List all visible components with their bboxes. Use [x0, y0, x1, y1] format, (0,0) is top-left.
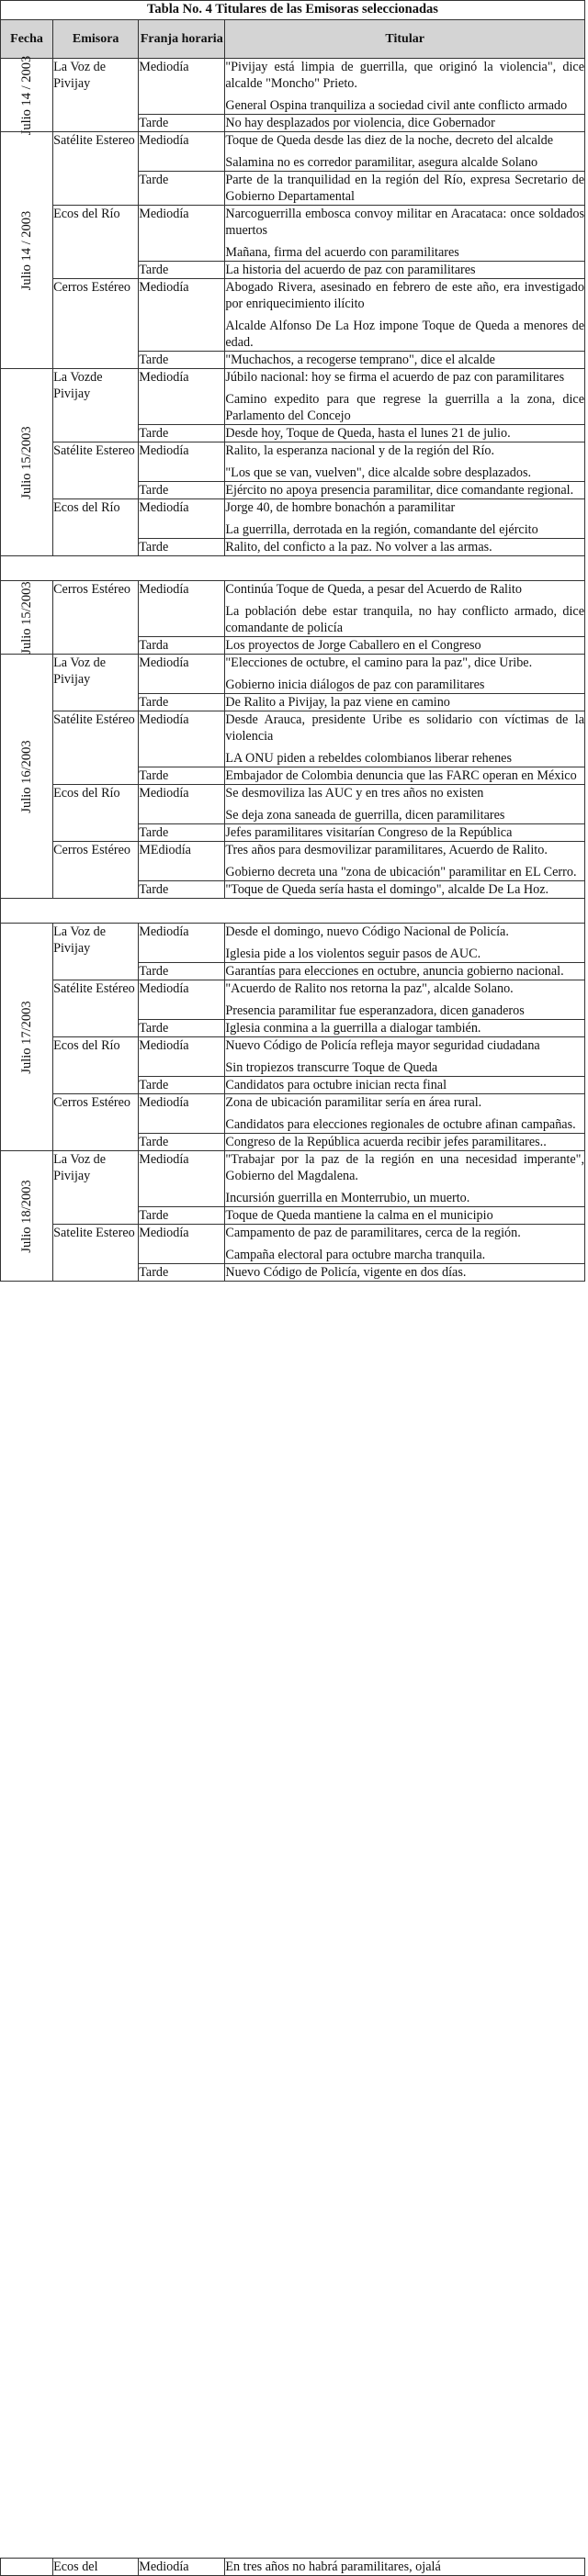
- headline: "Toque de Queda sería hasta el domingo", alcalde De La Hoz.: [225, 882, 549, 897]
- station-name: Satélite Estereo: [53, 442, 139, 499]
- date-label: Julio 16/2003: [19, 739, 35, 813]
- station-name: Cerros Estéreo: [53, 1094, 139, 1151]
- headlines-cell: [225, 1037, 585, 1077]
- headlines-cell: [225, 694, 585, 711]
- headline: Narcoguerrilla embosca convoy militar en Aracataca: once soldados muertos: [225, 207, 584, 238]
- time-slot: Mediodía: [139, 980, 225, 1020]
- station-name: La Voz de Pivijay: [53, 924, 139, 980]
- headline: Congreso de la República acuerda recibir jefes paramilitares..: [225, 1135, 547, 1149]
- headline: Los proyectos de Jorge Caballero en el Congreso: [225, 638, 481, 653]
- date-cell: [1, 655, 53, 899]
- time-slot: Tarde: [139, 1134, 225, 1151]
- headline: La población debe estar tranquila, no hay conflicto armado, dice comandante de policía: [225, 604, 584, 635]
- time-slot: Mediodía: [139, 132, 225, 172]
- date-cell: [1, 369, 53, 556]
- headline: Se desmoviliza las AUC y en tres años no existen: [225, 786, 484, 801]
- headlines-cell: [225, 980, 585, 1020]
- headlines-cell: [225, 785, 585, 824]
- time-slot: Mediodía: [139, 499, 225, 539]
- date-label: Julio 14 / 2003: [19, 55, 35, 135]
- headline: De Ralito a Pivijay, la paz viene en camino: [225, 695, 450, 710]
- cut-franja: Mediodía: [139, 2559, 225, 2576]
- time-slot: Tarde: [139, 172, 225, 206]
- date-label: Julio 15/2003: [19, 580, 35, 655]
- headline: Salamina no es corredor paramilitar, asegura alcalde Solano: [225, 155, 538, 170]
- headlines-cell: [225, 1020, 585, 1037]
- table-row: [1, 655, 585, 694]
- date-label: Julio 18/2003: [19, 1179, 35, 1253]
- headline: Júbilo nacional: hoy se firma el acuerdo de paz con paramilitares: [225, 370, 565, 385]
- headline: "Pivijay está limpia de guerrilla, que originó la violencia", dice alcalde "Moncho" Prieto.: [225, 60, 584, 91]
- header-fecha: Fecha: [1, 20, 53, 59]
- date-cell: [1, 55, 53, 135]
- headlines-cell: [225, 824, 585, 842]
- table-row: [1, 132, 585, 172]
- headline: Ralito, del confict​o a la paz. No volver a las armas.: [225, 540, 492, 554]
- headline: Parte de la tranquilidad en la región del Río, expresa Secretario de Gobierno Departamental: [225, 173, 584, 204]
- station-name: La Voz de Pivijay: [53, 655, 139, 711]
- date-label: Julio 17/2003: [19, 1000, 35, 1074]
- headline: Iglesia conmina a la guerrilla a dialogar también.: [225, 1021, 481, 1036]
- headlines-cell: [225, 581, 585, 637]
- time-slot: Mediodía: [139, 924, 225, 963]
- time-slot: Tarde: [139, 425, 225, 442]
- headline: Candidatos para octubre inician recta final: [225, 1078, 447, 1092]
- time-slot: Tarde: [139, 1020, 225, 1037]
- headline: Gobierno inicia diálogos de paz con paramilitares: [225, 678, 485, 692]
- time-slot: Tarde: [139, 482, 225, 499]
- time-slot: Mediodía: [139, 1151, 225, 1207]
- headline: Ralito, la esperanza nacional y de la región del Río.: [225, 443, 495, 458]
- headline: Candidatos para elecciones regionales de octubre afinan campañas.: [225, 1117, 576, 1132]
- station-name: La Voz de Pivijay: [53, 59, 139, 132]
- station-name: Satélite Estéreo: [53, 711, 139, 785]
- headline: Jefes paramilitares visitarían Congreso de la República: [225, 825, 513, 840]
- time-slot: Tarde: [139, 1207, 225, 1225]
- headline: Embajador de Colombia denuncia que las FARC operan en México: [225, 768, 577, 783]
- table-row: [1, 369, 585, 425]
- headlines-cell: [225, 132, 585, 172]
- station-name: Satelite Estereo: [53, 1225, 139, 1282]
- headline: Toque de Queda mantiene la calma en el municipio: [225, 1208, 493, 1223]
- time-slot: Tarde: [139, 963, 225, 980]
- time-slot: Tarde: [139, 539, 225, 556]
- table-row: [1, 442, 585, 482]
- header-titular: Titular: [225, 20, 585, 59]
- headlines-cell: [225, 655, 585, 694]
- table-row: [1, 581, 585, 637]
- cut-row-table: [0, 2558, 585, 2576]
- headline: Garantías para elecciones en octubre, anuncia gobierno nacional.: [225, 964, 564, 979]
- headlines-cell: [225, 352, 585, 369]
- headline: Campamento de paz de paramilitares, cerca de la región.: [225, 1226, 521, 1240]
- headline: "Muchachos, a recogerse temprano", dice el alcalde: [225, 353, 495, 367]
- time-slot: Mediodía: [139, 785, 225, 824]
- time-slot: Tarde: [139, 352, 225, 369]
- headline: Toque de Queda desde las diez de la noche, decreto del alcalde: [225, 133, 554, 148]
- table-title: Tabla No. 4 Titulares de las Emisoras seleccionadas: [1, 1, 585, 20]
- headlines-cell: [225, 206, 585, 262]
- time-slot: Mediodía: [139, 655, 225, 694]
- headline: Iglesia pide a los violentos seguir pasos de AUC.: [225, 946, 481, 961]
- headline: Sin tropiezos transcurre Toque de Queda: [225, 1060, 438, 1075]
- headline: Gobierno decreta una "zona de ubicación" paramilitar en EL Cerro.: [225, 865, 577, 879]
- headlines-cell: [225, 1207, 585, 1225]
- headlines-cell: [225, 767, 585, 785]
- table-row: [1, 980, 585, 1020]
- time-slot: Mediodía: [139, 1225, 225, 1264]
- headlines-cell: [225, 425, 585, 442]
- station-name: La Voz de Pivijay: [53, 1151, 139, 1225]
- table-row: [1, 499, 585, 539]
- headlines-cell: [225, 279, 585, 352]
- time-slot: Tarde: [139, 1264, 225, 1282]
- time-slot: MEdiodía: [139, 842, 225, 881]
- headlines-cell: [225, 1151, 585, 1207]
- table-body: [1, 55, 585, 1282]
- date-cell: [1, 581, 53, 655]
- time-slot: Tarde: [139, 881, 225, 899]
- headline: No hay desplazados por violencia, dice Gobernador: [225, 116, 495, 130]
- headline: "Acuerdo de Ralito nos retorna la paz", alcalde Solano.: [225, 981, 514, 996]
- headlines-cell: [225, 442, 585, 482]
- headline: Abogado Rivera, asesinado en febrero de este año, era investigado por enriquecimiento ilícito: [225, 280, 584, 311]
- headlines-cell: [225, 262, 585, 279]
- page-gap: [1, 899, 585, 924]
- headline: Desde el domingo, nuevo Código Nacional de Policía.: [225, 924, 509, 939]
- headlines-cell: [225, 842, 585, 881]
- table-row: [1, 1151, 585, 1207]
- table-row: [1, 279, 585, 352]
- table-row: [1, 1094, 585, 1134]
- time-slot: Tarda: [139, 637, 225, 655]
- headline: Tres años para desmovilizar paramilitares, Acuerdo de Ralito.: [225, 843, 548, 857]
- headline: "Los que se van, vuelven", dice alcalde sobre desplazados.: [225, 465, 532, 480]
- station-name: Satélite Estéreo: [53, 980, 139, 1037]
- headlines-cell: [225, 499, 585, 539]
- cut-emisora: Ecos del: [53, 2559, 139, 2576]
- headline: Campaña electoral para octubre marcha tranquila.: [225, 1248, 486, 1262]
- date-cell: [1, 132, 53, 369]
- station-name: Cerros Estéreo: [53, 842, 139, 899]
- cut-titular: En tres años no habrá paramilitares, ojalá: [225, 2559, 585, 2576]
- headline: Jorge 40, de hombre bonachón a paramilitar: [225, 500, 456, 515]
- headlines-cell: [225, 1225, 585, 1264]
- header-emisora: Emisora: [53, 20, 139, 59]
- headlines-table: [0, 0, 585, 1282]
- station-name: La Vozde Pivijay: [53, 369, 139, 442]
- time-slot: Mediodía: [139, 581, 225, 637]
- station-name: Ecos del Río: [53, 1037, 139, 1094]
- station-name: Ecos del Río: [53, 206, 139, 279]
- headlines-cell: [225, 637, 585, 655]
- headline: Ejército no apoya presencia paramilitar, dice comandante regional.: [225, 483, 574, 498]
- time-slot: Mediodía: [139, 1094, 225, 1134]
- header-franja: Franja horaria: [139, 20, 225, 59]
- time-slot: Tarde: [139, 262, 225, 279]
- headline: Camino expedito para que regrese la guerrilla a la zona, dice Parlamento del Concejo: [225, 392, 584, 423]
- table-row: [1, 711, 585, 767]
- headline: Presencia paramilitar fue esperanzadora, dicen ganaderos: [225, 1003, 525, 1018]
- headline: Desde hoy, Toque de Queda, hasta el lunes 21 de julio.: [225, 426, 511, 441]
- time-slot: Mediodía: [139, 1037, 225, 1077]
- time-slot: Mediodía: [139, 369, 225, 425]
- headlines-cell: [225, 1134, 585, 1151]
- cut-fecha: [1, 2559, 53, 2576]
- headline: "Trabajar por la paz de la región en una necesidad imperante", Gobierno del Magdalena.: [225, 1152, 584, 1183]
- time-slot: Tarde: [139, 694, 225, 711]
- headlines-cell: [225, 963, 585, 980]
- date-cell: [1, 924, 53, 1151]
- headlines-cell: [225, 1264, 585, 1282]
- headlines-cell: [225, 924, 585, 963]
- station-name: Cerros Estéreo: [53, 279, 139, 369]
- date-label: Julio 15/2003: [19, 425, 35, 499]
- page-gap: [1, 556, 585, 581]
- time-slot: Tarde: [139, 767, 225, 785]
- time-slot: Mediodía: [139, 711, 225, 767]
- headline: La historia del acuerdo de paz con paramilitares: [225, 263, 476, 277]
- headline: Desde Arauca, presidente Uribe es solidario con víctimas de la violencia: [225, 712, 584, 744]
- date-cell: [1, 1151, 53, 1282]
- time-slot: Mediodía: [139, 279, 225, 352]
- headline: Zona de ubicación paramilitar sería en área rural.: [225, 1095, 482, 1110]
- headlines-cell: [225, 881, 585, 899]
- headlines-cell: [225, 1094, 585, 1134]
- headlines-cell: [225, 1077, 585, 1094]
- headline: Nuevo Código de Policía refleja mayor seguridad ciudadana: [225, 1038, 540, 1053]
- date-label: Julio 14 / 2003: [19, 210, 35, 290]
- headlines-cell: [225, 172, 585, 206]
- headline: Se deja zona saneada de guerrilla, dicen paramilitares: [225, 808, 505, 823]
- headline: La guerrilla, derrotada en la región, comandante del ejército: [225, 522, 538, 537]
- table-row: [1, 924, 585, 963]
- headline: Mañana, firma del acuerdo con paramilitares: [225, 245, 459, 260]
- headlines-cell: [225, 59, 585, 115]
- headlines-cell: [225, 115, 585, 132]
- table-row: [1, 1225, 585, 1264]
- time-slot: Tarde: [139, 1077, 225, 1094]
- table-row: [1, 1037, 585, 1077]
- time-slot: Tarde: [139, 115, 225, 132]
- time-slot: Mediodía: [139, 59, 225, 115]
- station-name: Satélite Estereo: [53, 132, 139, 206]
- table-row: [1, 785, 585, 824]
- headlines-cell: [225, 369, 585, 425]
- headline: General Ospina tranquiliza a sociedad civil ante conflicto armado: [225, 98, 568, 113]
- station-name: Cerros Estéreo: [53, 581, 139, 655]
- headline: LA ONU piden a rebeldes colombianos liberar rehenes: [225, 751, 512, 766]
- time-slot: Mediodía: [139, 206, 225, 262]
- headline: "Elecciones de octubre, el camino para la paz", dice Uribe.: [225, 655, 533, 670]
- time-slot: Tarde: [139, 824, 225, 842]
- table-row: [1, 59, 585, 115]
- headline: Nuevo Código de Policía, vigente en dos días.: [225, 1265, 467, 1280]
- headline: Incursión guerrilla en Monterrubio, un muerto.: [225, 1191, 470, 1205]
- station-name: Ecos del Río: [53, 785, 139, 842]
- headline: Continúa Toque de Queda, a pesar del Acuerdo de Ralito: [225, 582, 522, 597]
- table-row: [1, 206, 585, 262]
- station-name: Ecos del Río: [53, 499, 139, 556]
- table-row: [1, 842, 585, 881]
- headline: Alcalde Alfonso De La Hoz impone Toque de Queda a menores de edad.: [225, 319, 584, 350]
- headlines-cell: [225, 711, 585, 767]
- time-slot: Mediodía: [139, 442, 225, 482]
- headlines-cell: [225, 482, 585, 499]
- headlines-cell: [225, 539, 585, 556]
